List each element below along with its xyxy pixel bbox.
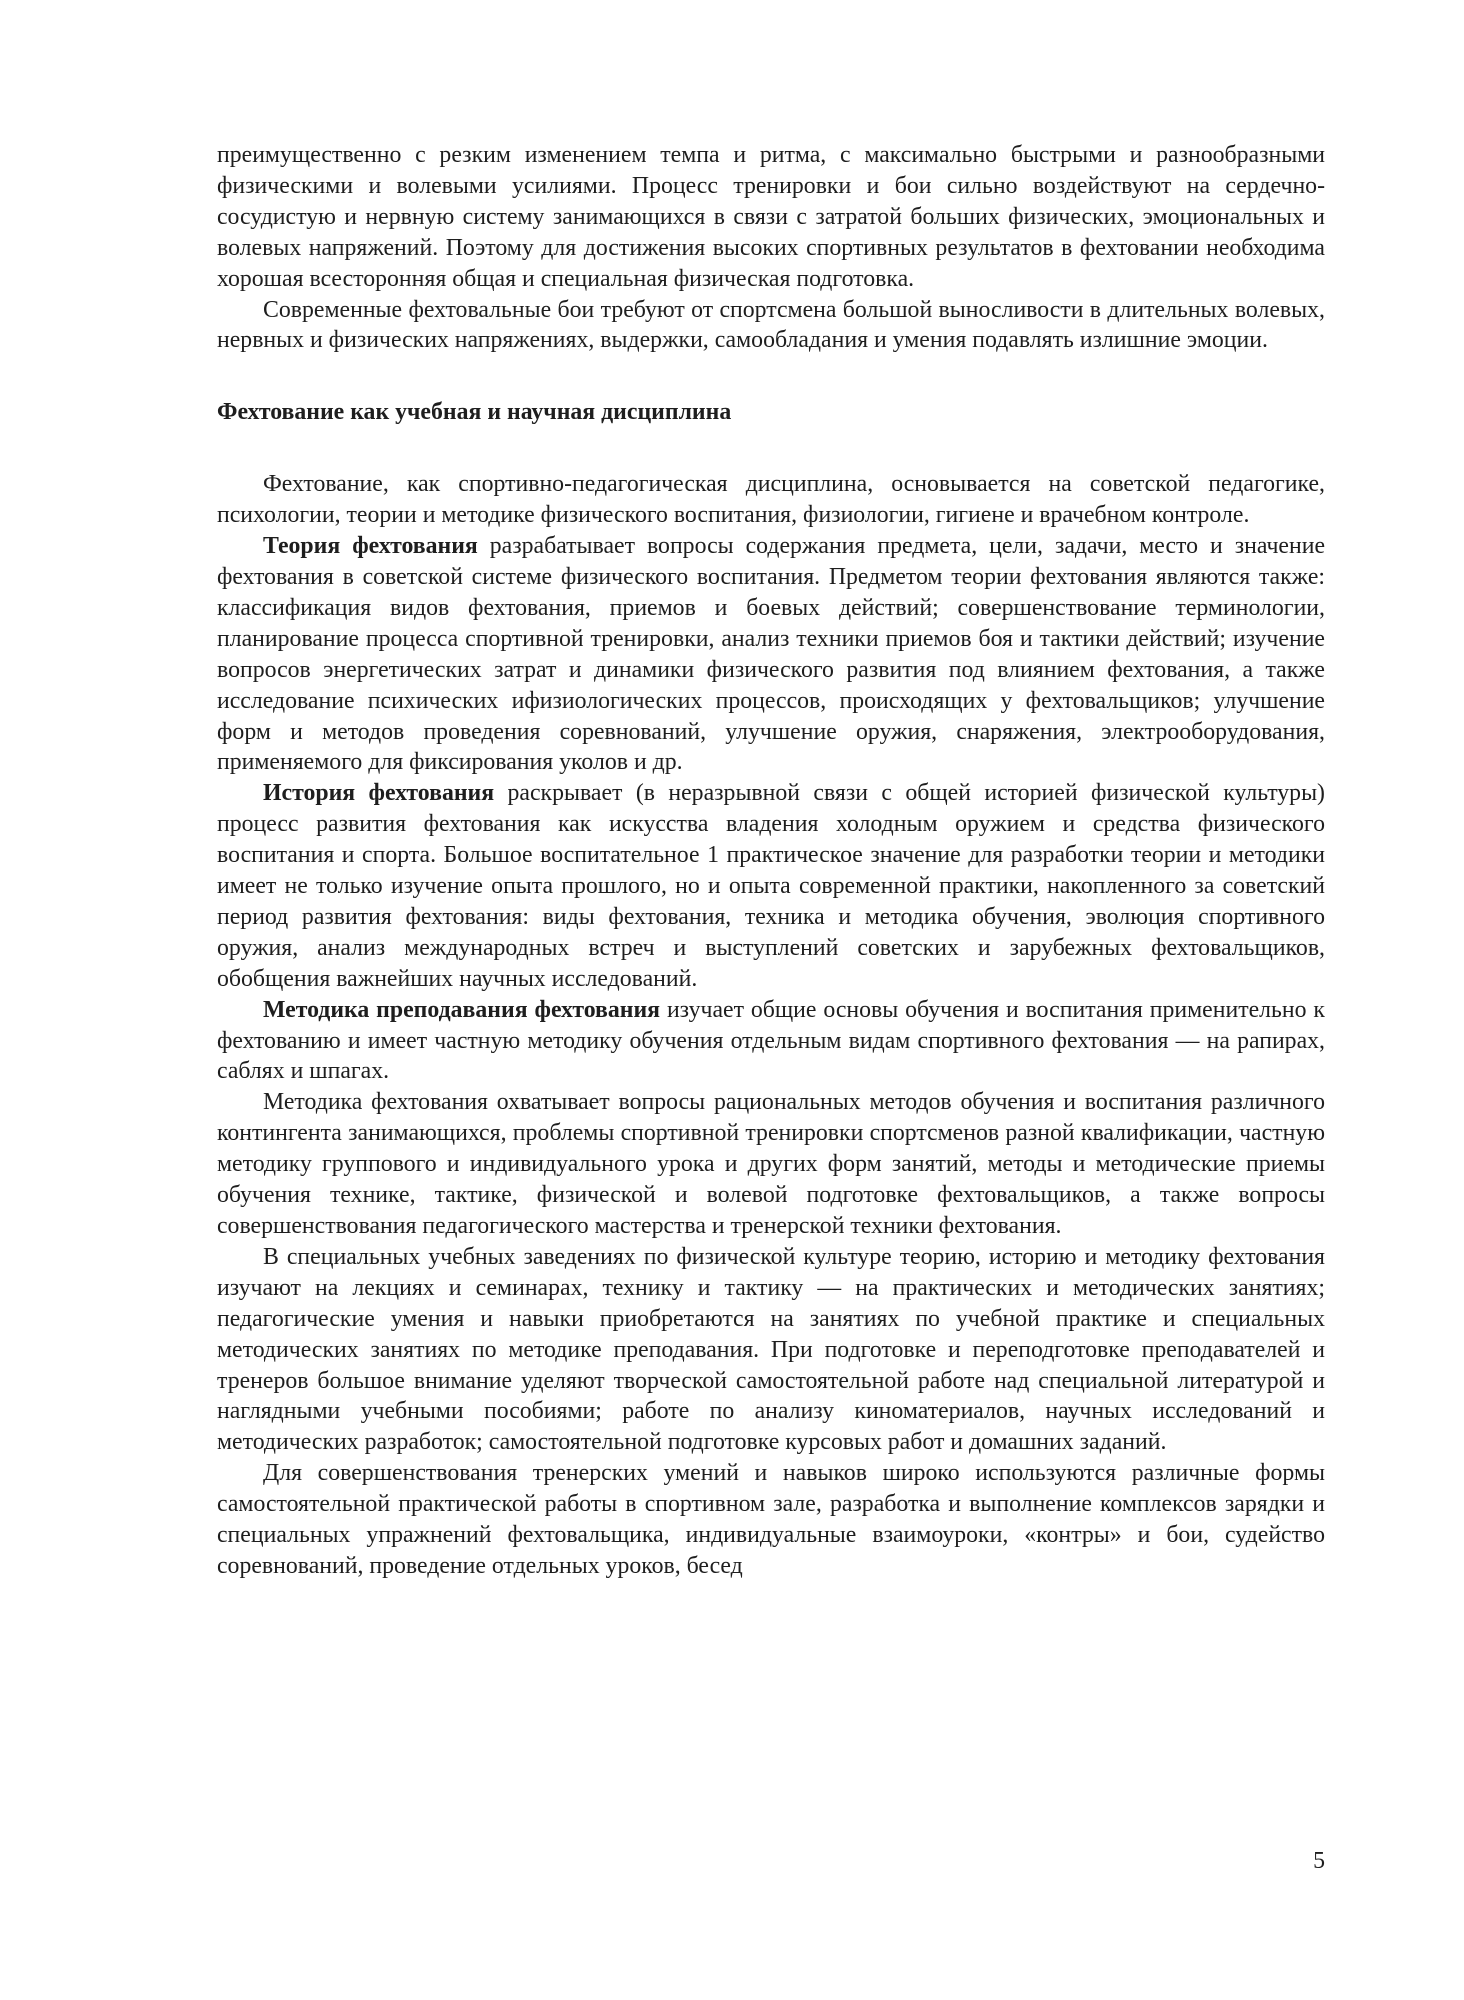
paragraph-endurance: Современные фехтовальные бои требуют от спортсмена большой выносливости в длительных волевых, нервных и физических напряжениях, выдержки, самообладания и умения подавлять излишние эмоции. xyxy=(217,296,1325,354)
page-number: 5 xyxy=(1313,1848,1325,1874)
history-text: раскрывает (в неразрывной связи с общей историей физической культуры) процесс развития фехтования как искусства владения холодным оружием и средства физического воспитания и спорта. Большое воспитательное 1 практическое значение для разработки теории и методики имеет не только изучение опыта прошлого, но и опыта современной практики, накопленного за советский период развития фехтования: виды фехтования, техника и методика обучения, эволюция спортивного оружия, анализ международных встреч и выступлений советских и зарубежных фехтовальщиков, обобщения важнейших научных исследований. xyxy=(217,780,1325,992)
paragraph-theory xyxy=(217,531,1325,778)
method-text: изучает общие основы обучения и воспитания применительно к фехтованию и имеет частную методику обучения отдельным видам спортивного фехтования — на рапирах, саблях и шпагах. xyxy=(217,996,1325,1085)
theory-text: разрабатывает вопросы содержания предмета, цели, задачи, место и значение фехтования в советской системе физического воспитания. Предметом теории фехтования являются также: классификация видов фехтования, приемов и боевых действий; совершенствование терминологии, планирование процесса спортивной тренировки, анализ техники приемов боя и тактики действий; изучение вопросов энергетических затрат и динамики физического развития под влиянием фехтования, а также исследование психических ифизиологических процессов, происходящих у фехтовальщиков; улучшение форм и методов проведения соревнований, улучшение оружия, снаряжения, электрооборудования, применяемого для фиксирования уколов и др. xyxy=(217,533,1326,776)
term-method: Методика преподавания фехтования xyxy=(263,996,661,1023)
section-heading: Фехтование как учебная и научная дисциплина xyxy=(217,399,732,426)
paragraph-method xyxy=(217,995,1325,1088)
paragraph-continued: преимущественно с резким изменением темпа и ритма, с максимально быстрыми и разнообразными физическими и волевыми усилиями. Процесс тренировки и бои сильно воздействуют на сердечно-сосудистую и нервную систему занимающихся в связи с затратой больших физических, эмоциональных и волевых напряжений. Поэтому для достижения высоких спортивных результатов в фехтовании необходима хорошая всесторонняя общая и специальная физическая подготовка. xyxy=(217,142,1325,292)
paragraph-institutions: В специальных учебных заведениях по физической культуре теорию, историю и методику фехтования изучают на лекциях и семинарах, технику и тактику — на практических и методических занятиях; педагогические умения и навыки приобретаются на занятиях по учебной практике и специальных методических занятиях по методике преподавания. При подготовке и переподготовке преподавателей и тренеров большое внимание уделяют творческой самостоятельной работе над специальной литературой и наглядными учебными пособиями; работе по анализу киноматериалов, научных исследований и методических разработок; самостоятельной подготовке курсовых работ и домашних заданий. xyxy=(217,1243,1325,1456)
term-theory: Теория фехтования xyxy=(263,533,478,560)
paragraph-methodology: Методика фехтования охватывает вопросы рациональных методов обучения и воспитания различного контингента занимающихся, проблемы спортивной тренировки спортсменов разной квалификации, частную методику группового и индивидуального урока и других форм занятий, методы и методические приемы обучения технике, тактике, физической и волевой подготовке фехтовальщиков, а также вопросы совершенствования педагогического мастерства и тренерской техники фехтования. xyxy=(217,1089,1325,1239)
paragraph-history xyxy=(217,778,1325,994)
term-history: История фехтования xyxy=(263,780,495,807)
paragraph-coaching: Для совершенствования тренерских умений и навыков широко используются различные формы самостоятельной практической работы в спортивном зале, разработка и выполнение комплексов зарядки и специальных упражнений фехтовальщика, индивидуальные взаимоуроки, «контры» и бои, судейство соревнований, проведение отдельных уроков, бесед xyxy=(217,1460,1325,1579)
paragraph-discipline: Фехтование, как спортивно-педагогическая дисциплина, основывается на советской педагогике, психологии, теории и методике физического воспитания, физиологии, гигиене и врачебном контроле. xyxy=(217,471,1325,529)
page-body xyxy=(217,140,1325,1582)
